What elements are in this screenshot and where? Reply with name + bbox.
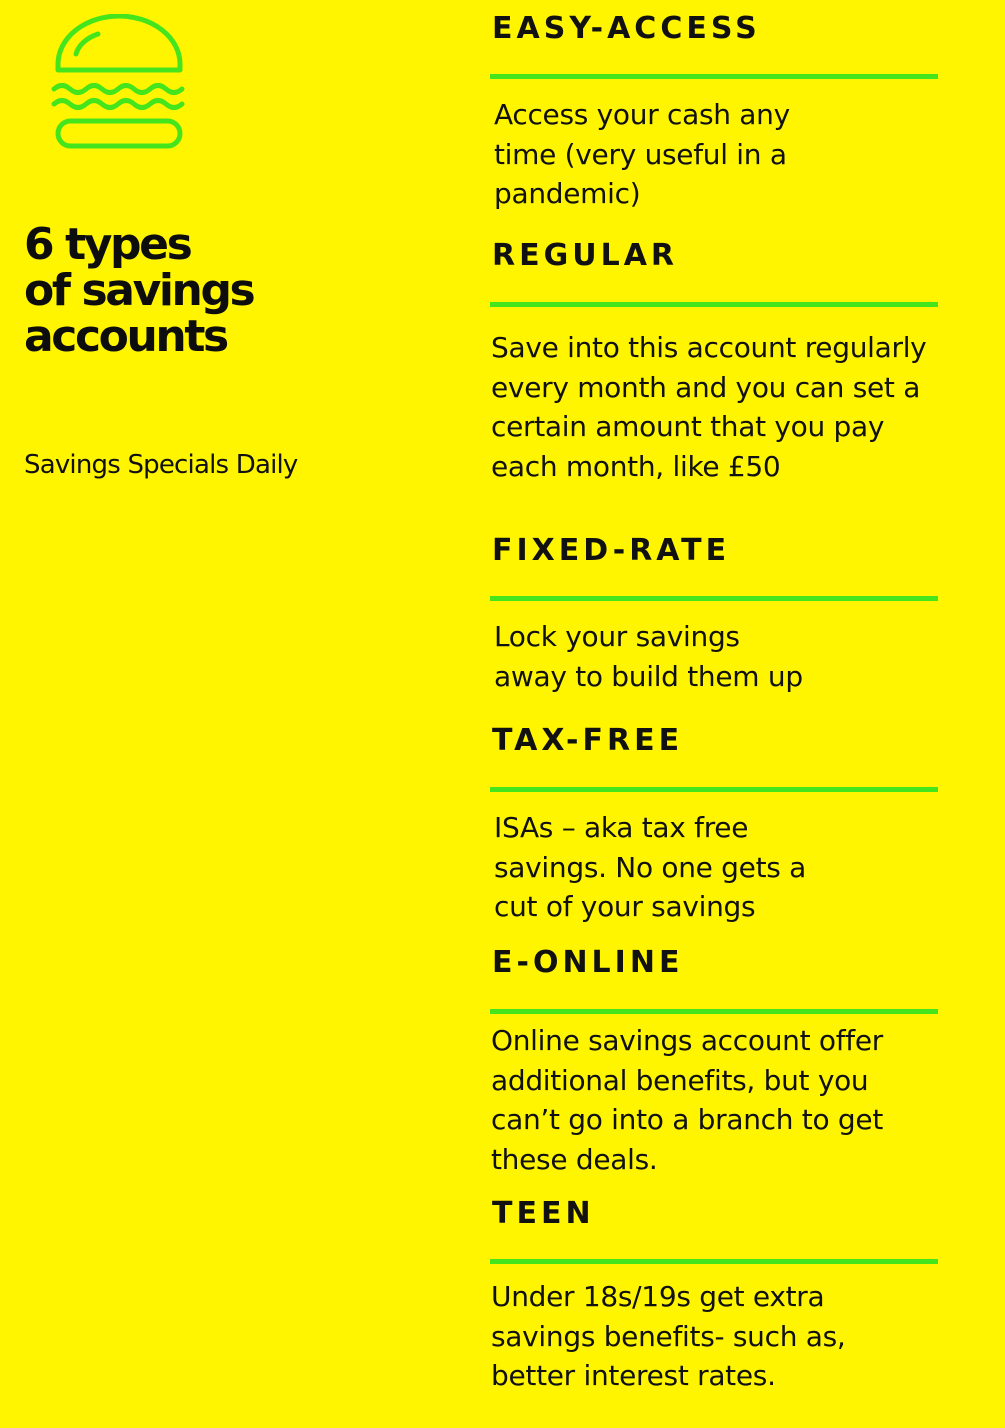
description-line: Save into this account regularly xyxy=(491,331,927,364)
section-heading-e-online: E-ONLINE xyxy=(492,945,684,980)
section-description-tax-free xyxy=(494,808,806,927)
title-line: of savings xyxy=(24,265,254,316)
description-line: Lock your savings xyxy=(494,620,740,653)
section-divider xyxy=(490,787,938,792)
section-heading-easy-access: EASY-ACCESS xyxy=(492,11,761,46)
description-line: every month and you can set a xyxy=(491,370,921,404)
page-title xyxy=(24,219,444,362)
description-line: these deals. xyxy=(491,1142,658,1176)
description-line: ISAs – aka tax free xyxy=(494,811,749,844)
description-line: cut of your savings xyxy=(494,890,756,923)
section-description-fixed-rate xyxy=(494,617,803,696)
burger-icon xyxy=(48,14,190,154)
section-heading-tax-free: TAX-FREE xyxy=(492,723,684,758)
description-line: each month, like £50 xyxy=(491,449,781,483)
title-line: accounts xyxy=(24,311,227,362)
section-heading-regular: REGULAR xyxy=(492,238,679,273)
subtitle: Savings Specials Daily xyxy=(24,450,298,480)
description-line: additional benefits, but you xyxy=(491,1063,869,1097)
description-line: certain amount that you pay xyxy=(491,410,885,443)
section-divider xyxy=(490,1009,938,1014)
title-line: 6 types xyxy=(24,219,191,270)
description-line: time (very useful in a xyxy=(494,137,787,171)
description-line: savings. No one gets a xyxy=(494,850,807,884)
section-divider xyxy=(490,596,938,601)
section-divider xyxy=(490,302,938,307)
description-line: pandemic) xyxy=(494,177,641,210)
description-line: savings benefits- such as, xyxy=(491,1319,846,1353)
description-line: Under 18s/19s get extra xyxy=(491,1280,825,1313)
section-divider xyxy=(490,74,938,79)
description-line: away to build them up xyxy=(494,659,803,693)
section-heading-teen: TEEN xyxy=(492,1196,595,1231)
description-line: better interest rates. xyxy=(491,1359,776,1392)
description-line: can’t go into a branch to get xyxy=(491,1103,883,1136)
section-description-regular xyxy=(491,328,926,486)
section-description-teen xyxy=(491,1277,846,1396)
section-description-e-online xyxy=(491,1021,883,1179)
section-divider xyxy=(490,1259,938,1264)
description-line: Online savings account offer xyxy=(491,1024,883,1057)
section-heading-fixed-rate: FIXED-RATE xyxy=(492,533,731,568)
description-line: Access your cash any xyxy=(494,98,790,131)
section-description-easy-access xyxy=(494,95,790,214)
